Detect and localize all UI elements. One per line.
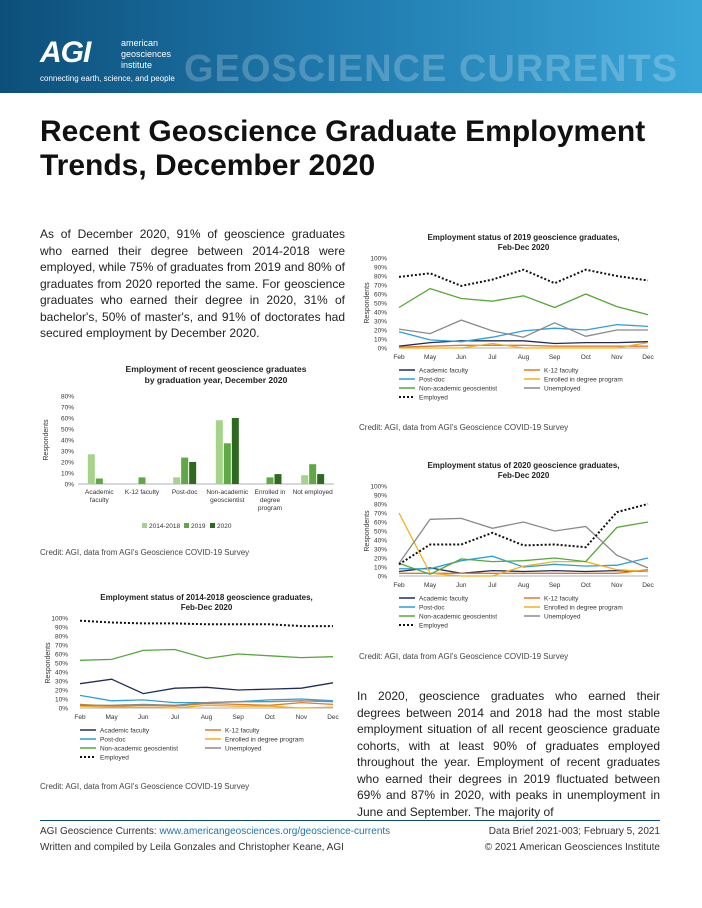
x-tick-label: May [423,354,437,361]
chart-title: Feb-Dec 2020 [497,243,550,252]
legend-label: Enrolled in degree program [544,604,623,612]
x-tick-label: Aug [200,714,213,721]
y-tick-label: 20% [373,555,387,563]
bar-2014-2018-academic-faculty [88,454,95,484]
y-tick-label: 10% [373,564,387,572]
y-tick-label: 20% [54,687,68,695]
bar-chart [38,360,345,538]
y-axis-label: Respondents [364,510,371,552]
x-tick-label: Feb [393,354,405,361]
y-tick-label: 10% [373,336,387,344]
x-tick-label: Aug [517,582,530,589]
chart-title: by graduation year, December 2020 [144,375,288,385]
footer-brief-id: Data Brief 2021-003; February 5, 2021 [488,826,660,837]
y-tick-label: 90% [373,264,387,272]
bar-2014-2018-non-academic-geoscientist [216,420,223,484]
credit-2014-2018: Credit: AGI, data from AGI's Geoscience COVID-19 Survey [40,782,250,791]
legend-label: Academic faculty [100,727,150,735]
y-tick-label: 0% [58,705,68,713]
y-tick-label: 90% [54,624,68,632]
x-tick-label: faculty [89,497,109,504]
y-tick-label: 80% [373,501,387,509]
y-tick-label: 100% [370,255,387,263]
legend-label: Enrolled in degree program [225,736,304,744]
y-tick-label: 0% [377,573,387,581]
x-tick-label: Feb [74,714,86,721]
chart-title: Feb-Dec 2020 [180,603,233,612]
legend-label: Unemployed [225,745,262,753]
x-tick-label: Jul [488,582,497,589]
legend-label: Post-doc [419,376,445,384]
y-tick-label: 50% [373,300,387,308]
y-tick-label: 10% [54,696,68,704]
legend-label: Non-academic geoscientist [419,385,498,393]
legend-label: Employed [419,622,448,630]
y-tick-label: 30% [373,318,387,326]
intro-paragraph: As of December 2020, 91% of geoscience graduates who earned their degree between 2014-2018 were employed, while 75% of graduates from 2019 and 80% of graduates from 2020 reported the same. For geoscience graduates who earned their degree in 2020, 31% of bachelor's, 50% of master's, and 91% of doctorates had secured employment by December 2020. [40,227,345,340]
logo-line-3: institute [121,60,153,70]
body-paragraph: In 2020, geoscience graduates who earned their degrees between 2014 and 2018 had the most stable employment situation of all recent geoscience graduate cohorts, with at least 90% of graduates employed throughout the year. Employment of recent graduates who earned their degrees in 2019 fluctuated between 69% and 87% in 2020, with peaks in unemployment in June and September. The majority of [357,689,660,819]
bar-2019-academic-faculty [96,479,103,485]
y-tick-label: 60% [60,415,74,423]
series-line-academic-faculty [80,679,333,693]
line-chart-2020-figure [357,456,660,642]
x-tick-label: May [105,714,118,721]
chart-title: Feb-Dec 2020 [497,471,550,480]
y-axis-label: Respondents [364,282,371,324]
x-tick-label: Jul [488,354,497,361]
footer-divider [40,820,660,821]
bar-2019-k-12-faculty [139,477,146,484]
line-chart-2014-2018 [38,588,345,774]
chart-title: Employment status of 2019 geoscience graduates, [427,233,620,242]
legend-label: Non-academic geoscientist [100,745,179,753]
legend-label: Academic faculty [419,367,469,375]
legend-label: K-12 faculty [544,367,579,375]
y-tick-label: 40% [373,537,387,545]
y-tick-label: 70% [54,642,68,650]
y-tick-label: 80% [373,273,387,281]
chart-title: Employment status of 2014-2018 geoscience graduates, [100,593,313,602]
legend-label: Post-doc [419,604,445,612]
series-title: GEOSCIENCE CURRENTS [184,48,679,90]
bar-2019-not-employed [309,464,316,484]
y-tick-label: 40% [60,437,74,445]
y-tick-label: 50% [60,426,74,434]
series-line-unemployed [399,320,648,337]
logo-line-1: american [121,38,159,48]
series-line-non-academic-geoscientist [399,289,648,315]
y-tick-label: 60% [54,651,68,659]
y-tick-label: 40% [373,309,387,317]
legend-label: Academic faculty [419,595,469,603]
y-tick-label: 30% [373,546,387,554]
series-line-post-doc [399,556,648,569]
bar-2014-2018-post-doc [173,477,180,484]
y-tick-label: 40% [54,669,68,677]
x-tick-label: Nov [611,354,623,361]
y-tick-label: 70% [60,404,74,412]
legend-label: Enrolled in degree program [544,376,623,384]
y-tick-label: 30% [54,678,68,686]
series-line-employed [80,621,333,626]
line-chart-2019-figure [357,228,660,414]
bar-2019-post-doc [181,458,188,484]
legend-label: Non-academic geoscientist [419,613,498,621]
legend-label: 2019 [191,523,206,530]
y-tick-label: 60% [373,519,387,527]
x-tick-label: Sep [232,714,244,721]
bar-2019-enrolled-in-degree-program [267,477,274,484]
bar-2014-2018-not-employed [301,475,308,484]
credit-bar: Credit: AGI, data from AGI's Geoscience COVID-19 Survey [40,548,250,557]
legend-label: Post-doc [100,736,126,744]
y-tick-label: 90% [373,492,387,500]
y-tick-label: 50% [54,660,68,668]
y-tick-label: 0% [377,345,387,353]
x-tick-label: Non-academic [206,489,249,496]
legend-label: 2020 [217,523,232,530]
logo-tagline: connecting earth, science, and people [40,74,175,83]
x-tick-label: Not employed [292,489,333,496]
line-chart-2020 [357,456,660,642]
x-tick-label: Dec [642,582,654,589]
legend-label: K-12 faculty [225,727,260,735]
bar-2020-enrolled-in-degree-program [275,474,282,484]
line-chart-2019 [357,228,660,414]
credit-2019: Credit: AGI, data from AGI's Geoscience COVID-19 Survey [359,423,569,432]
x-tick-label: Academic [85,489,114,496]
legend-label: K-12 faculty [544,595,579,603]
x-tick-label: Aug [517,354,530,361]
header-banner [0,0,702,93]
series-line-post-doc [399,325,648,342]
y-axis-label: Respondents [43,419,50,461]
chart-title: Employment of recent geoscience graduates [125,364,307,374]
x-tick-label: Jul [170,714,180,721]
footer-currents-label: AGI Geoscience Currents: [40,826,160,837]
agi-logo[interactable] [40,36,175,88]
series-line-k-12-faculty [399,345,648,347]
y-tick-label: 70% [373,510,387,518]
legend-label: Unemployed [544,613,581,621]
legend-label: Employed [419,394,448,402]
y-tick-label: 20% [60,459,74,467]
y-tick-label: 70% [373,282,387,290]
y-tick-label: 80% [54,633,68,641]
x-tick-label: Nov [295,714,308,721]
y-tick-label: 100% [51,615,68,623]
x-tick-label: Jun [138,714,149,721]
page-title: Recent Geoscience Graduate Employment Trends, December 2020 [40,115,646,182]
x-tick-label: Oct [580,582,591,589]
y-tick-label: 80% [60,393,74,401]
x-tick-label: program [257,505,283,512]
x-tick-label: Jun [456,354,467,361]
x-tick-label: geoscientist [210,497,245,504]
x-tick-label: Dec [327,714,339,721]
legend-swatch-2014-2018 [142,523,147,528]
footer-currents [40,826,390,837]
bar-2020-post-doc [189,462,196,484]
series-line-employed [399,270,648,286]
x-tick-label: Feb [393,582,405,589]
logo-line-2: geosciences [121,49,172,59]
bar-2020-non-academic-geoscientist [232,418,239,484]
x-tick-label: Post-doc [171,489,198,496]
x-tick-label: May [423,582,437,589]
y-tick-label: 50% [373,528,387,536]
y-tick-label: 100% [370,483,387,491]
y-tick-label: 20% [373,327,387,335]
x-tick-label: Dec [642,354,654,361]
legend-label: Employed [100,754,129,762]
chart-title: Employment status of 2020 geoscience graduates, [427,461,620,470]
x-tick-label: Nov [611,582,623,589]
series-line-non-academic-geoscientist [80,650,333,661]
legend-label: 2014-2018 [149,523,181,530]
credit-2020: Credit: AGI, data from AGI's Geoscience COVID-19 Survey [359,652,569,661]
footer-copyright: © 2021 American Geosciences Institute [484,842,660,853]
footer-currents-link[interactable]: www.americangeosciences.org/geoscience-currents [159,826,391,837]
x-tick-label: Jun [456,582,467,589]
bar-2020-not-employed [317,474,324,484]
bar-2019-non-academic-geoscientist [224,443,231,484]
bar-chart-figure [38,360,345,538]
x-tick-label: Sep [548,354,561,361]
line-chart-2014-2018-figure [38,588,345,774]
x-tick-label: Oct [264,714,275,721]
x-tick-label: Oct [580,354,591,361]
logo-mark: AGI [40,36,91,69]
legend-swatch-2019 [184,523,189,528]
footer-authors: Written and compiled by Leila Gonzales and Christopher Keane, AGI [40,842,344,853]
legend-label: Unemployed [544,385,581,393]
y-tick-label: 60% [373,291,387,299]
x-tick-label: degree [259,497,281,504]
y-tick-label: 30% [60,448,74,456]
x-tick-label: Sep [548,582,561,589]
legend-swatch-2020 [210,523,215,528]
x-tick-label: K-12 faculty [124,489,160,496]
y-axis-label: Respondents [45,642,52,684]
y-tick-label: 10% [60,470,74,478]
y-tick-label: 0% [64,481,74,489]
x-tick-label: Enrolled in [254,489,286,496]
